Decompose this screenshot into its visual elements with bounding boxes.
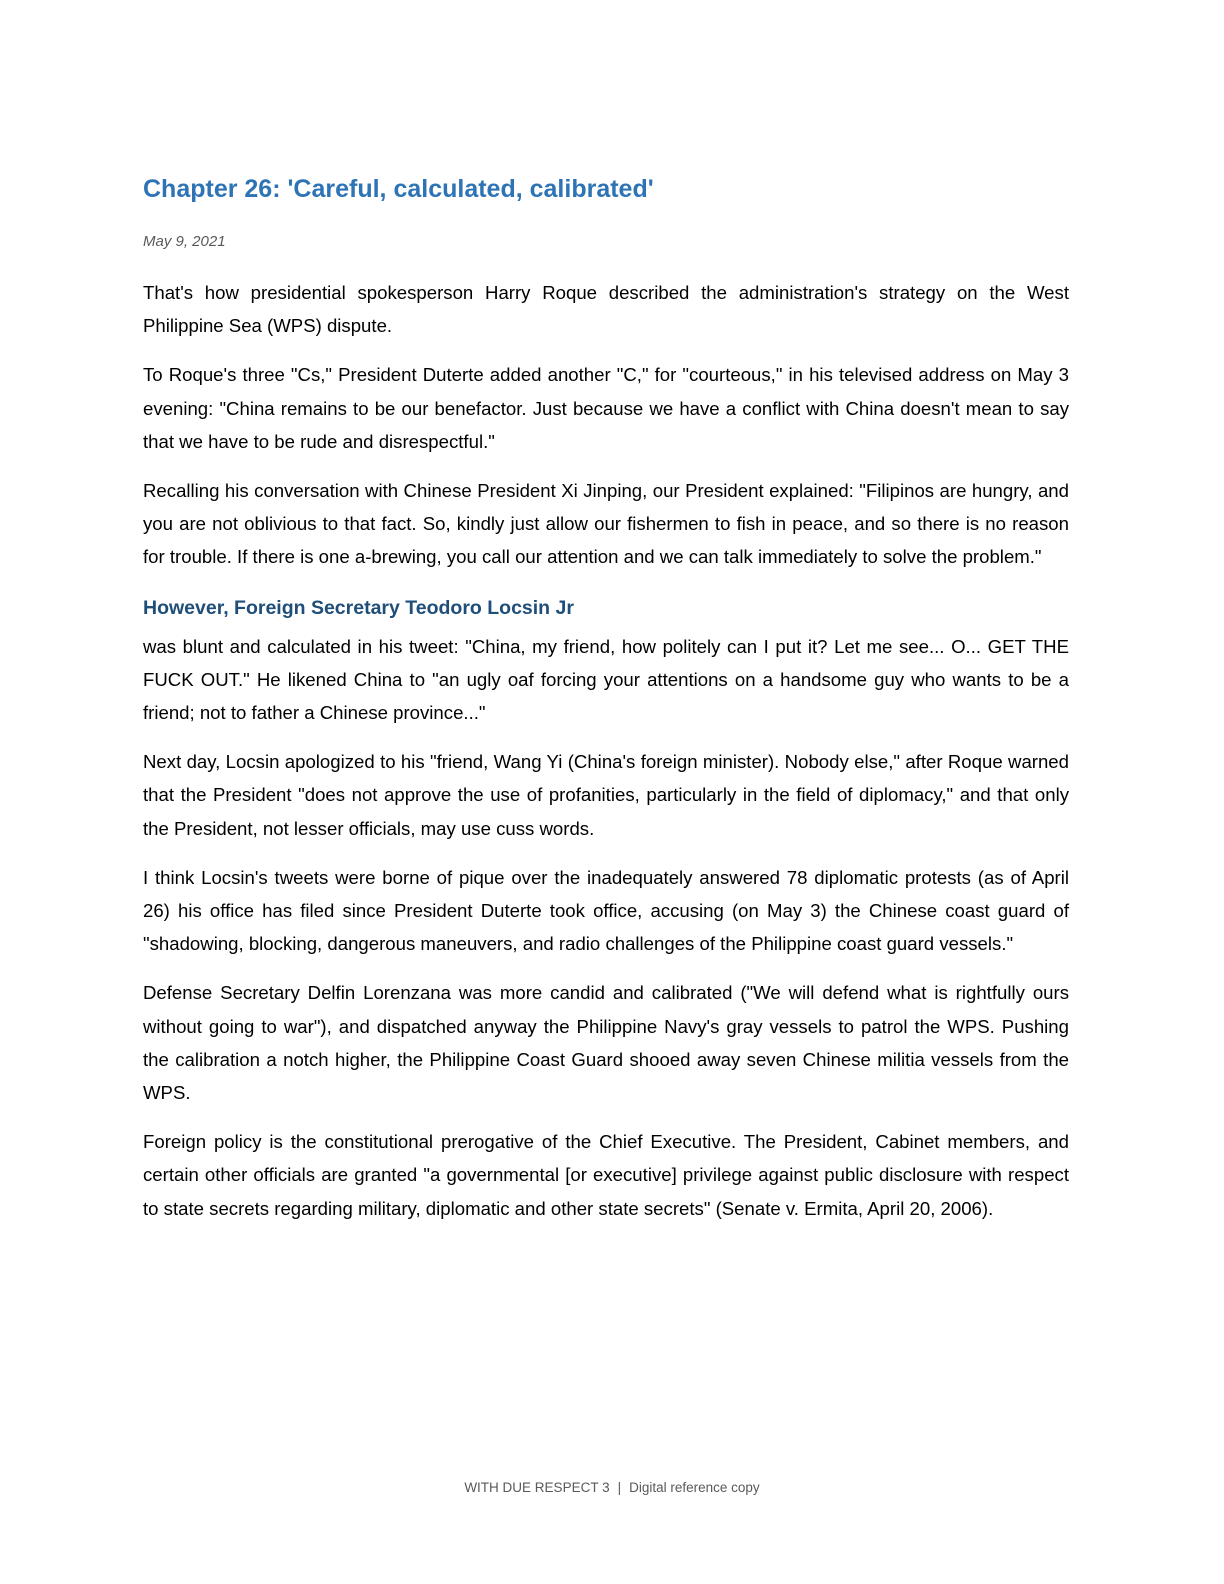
page-body (143, 172, 1069, 1241)
paragraph: Defense Secretary Delfin Lorenzana was more candid and calibrated ("We will defend what is rightfully ours without going to war"), and dispatched anyway the Philippine Navy's gray vessels to patrol the WPS. Pushing the calibration a notch higher, the Philippine Coast Guard shooed away seven Chinese militia vessels from the WPS. (143, 982, 1069, 1104)
article-date: May 9, 2021 (143, 233, 226, 250)
footer-book-page: WITH DUE RESPECT 3 (464, 1480, 610, 1495)
chapter-title: Chapter 26: 'Careful, calculated, calibrated' (143, 175, 654, 203)
footer-note: Digital reference copy (629, 1480, 760, 1495)
paragraph: Foreign policy is the constitutional prerogative of the Chief Executive. The President, Cabinet members, and certain other officials are granted "a governmental [or executive] privilege against public disclosure with respect to state secrets regarding military, diplomatic and other state secrets" (Senate v. Ermita, April 20, 2006). (143, 1131, 1069, 1219)
paragraph: was blunt and calculated in his tweet: "China, my friend, how politely can I put it? Let me see... O... GET THE FUCK OUT." He likened China to "an ugly oaf forcing your attentions on a handsome guy who wants to be a friend; not to father a Chinese province..." (143, 635, 1069, 724)
paragraph: To Roque's three "Cs," President Duterte added another "C," for "courteous," in his televised address on May 3 evening: "China remains to be our benefactor. Just because we have a conflict with China doesn't mean to say that we have to be rude and disrespectful." (143, 364, 1069, 452)
paragraph: Next day, Locsin apologized to his "friend, Wang Yi (China's foreign minister). Nobody else," after Roque warned that the President "does not approve the use of profanities, particularly in the field of diplomacy," and that only the President, not lesser officials, may use cuss words. (143, 751, 1069, 839)
paragraph: Recalling his conversation with Chinese President Xi Jinping, our President explained: "Filipinos are hungry, and you are not oblivious to that fact. So, kindly just allow our fishermen to fish in peace, and so there is no reason for trouble. If there is one a-brewing, you call our attention and we can talk immediately to solve the problem." (143, 480, 1069, 568)
footer-separator: | (617, 1480, 622, 1495)
section-subheading: However, Foreign Secretary Teodoro Locsin Jr (143, 596, 574, 619)
paragraph: I think Locsin's tweets were borne of pique over the inadequately answered 78 diplomatic protests (as of April 26) his office has filed since President Duterte took office, accusing (on May 3) the Chinese coast guard of "shadowing, blocking, dangerous maneuvers, and radio challenges of the Philippine coast guard vessels." (143, 866, 1069, 955)
paragraph: That's how presidential spokesperson Harry Roque described the administration's strategy on the West Philippine Sea (WPS) dispute. (143, 282, 1069, 337)
page-footer (0, 1480, 1224, 1495)
